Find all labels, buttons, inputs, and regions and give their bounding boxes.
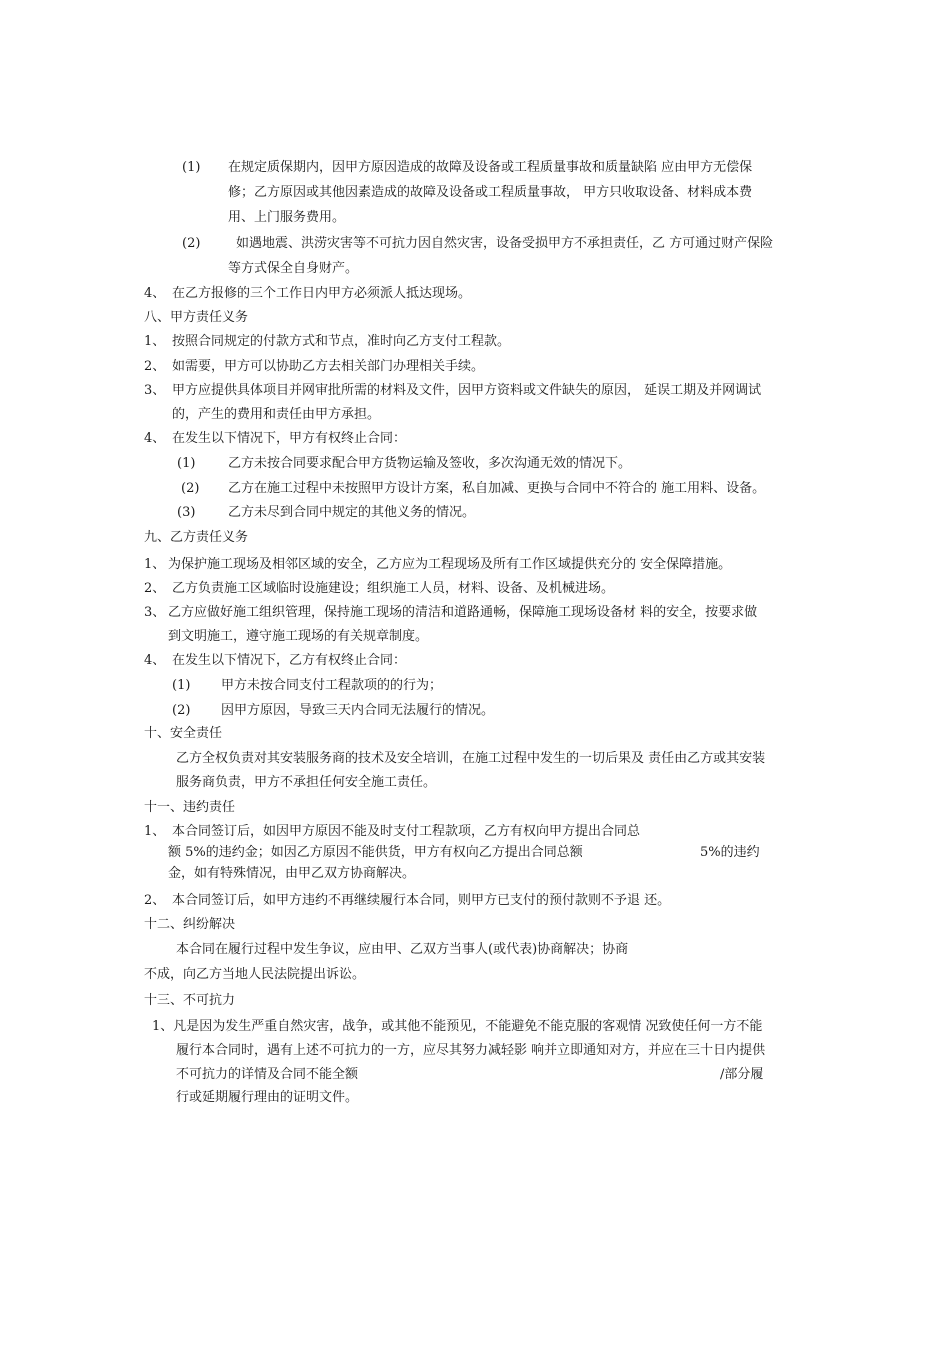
item-number: 1、 [144,334,166,349]
paragraph-line: 在发生以下情况下，乙方有权终止合同： [172,653,407,668]
item-number: 2、 [144,359,166,374]
item-number: 1、 [144,824,166,839]
paragraph-line: 不成，向乙方当地人民法院提出诉讼。 [144,967,366,982]
paragraph-line: 在发生以下情况下，甲方有权终止合同： [172,431,407,446]
section-heading: 九、乙方责任义务 [144,530,249,545]
paragraph-line: 1、凡是因为发生严重自然灾害，战争，或其他不能预见，不能避免不能克服的客观情 况致使任何一方不能 [152,1019,763,1034]
item-number: (1) [172,678,191,693]
item-number: 3、 [144,383,166,398]
paragraph-line: 甲方应提供具体项目并网审批所需的材料及文件，因甲方资料或文件缺失的原因， 延误工期及并网调试 [172,383,762,398]
paragraph-line: 不可抗力的详情及合同不能全额 [176,1067,359,1082]
paragraph-line: 乙方未尽到合同中规定的其他义务的情况。 [228,505,476,520]
paragraph-line: 甲方未按合同支付工程款项的的行为； [221,678,443,693]
paragraph-line: /部分履 [720,1067,764,1082]
section-heading: 十、安全责任 [144,726,223,741]
paragraph-line: 本合同签订后，如因甲方原因不能及时支付工程款项，乙方有权向甲方提出合同总 [172,824,641,839]
item-number: 4、 [144,431,166,446]
item-number: 2、 [144,893,166,908]
section-heading: 十二、纠纷解决 [144,917,236,932]
paragraph-line: 如遇地震、洪涝灾害等不可抗力因自然灾害，设备受损甲方不承担责任，乙 方可通过财产保险 [236,236,774,251]
paragraph-line: 行或延期履行理由的证明文件。 [176,1090,359,1105]
item-number: (1) [177,456,196,471]
paragraph-line: 在规定质保期内，因甲方原因造成的故障及设备或工程质量事故和质量缺陷 应由甲方无偿保 [228,160,753,175]
item-number: (2) [172,703,191,718]
paragraph-line: 5%的违约 [700,845,760,860]
paragraph-line: 为保护施工现场及相邻区域的安全，乙方应为工程现场及所有工作区域提供充分的 安全保障措施。 [168,557,732,572]
paragraph-line: 到文明施工，遵守施工现场的有关规章制度。 [168,629,429,644]
paragraph-line: 金，如有特殊情况，由甲乙双方协商解决。 [168,866,416,881]
paragraph-line: 乙方全权负责对其安装服务商的技术及安全培训，在施工过程中发生的一切后果及 责任由乙方或其安装 [176,751,766,766]
section-heading: 八、甲方责任义务 [144,310,249,325]
paragraph-line: 乙方在施工过程中未按照甲方设计方案，私自加减、更换与合同中不符合的 施工用料、设备。 [228,481,766,496]
item-number: (2) [182,236,201,251]
item-number: 2、 [144,581,166,596]
item-number: (2) [181,481,200,496]
paragraph-line: 的，产生的费用和责任由甲方承担。 [172,407,381,422]
paragraph-line: 等方式保全自身财产。 [228,261,359,276]
item-number: 3、 [144,605,166,620]
paragraph-line: 本合同在履行过程中发生争议，应由甲、乙双方当事人(或代表)协商解决；协商 [176,942,629,957]
item-number: 4、 [144,653,166,668]
paragraph-line: 如需要，甲方可以协助乙方去相关部门办理相关手续。 [172,359,485,374]
paragraph-line: 乙方应做好施工组织管理，保持施工现场的清洁和道路通畅，保障施工现场设备材 料的安全，按要求做 [168,605,758,620]
paragraph-line: 用、上门服务费用。 [228,210,346,225]
section-heading: 十一、违约责任 [144,800,236,815]
item-number: 1、 [144,557,166,572]
item-number: (1) [182,160,201,175]
item-number: 4、 [144,286,166,301]
paragraph-line: 服务商负责，甲方不承担任何安全施工责任。 [176,775,437,790]
paragraph-line: 因甲方原因，导致三天内合同无法履行的情况。 [221,703,495,718]
paragraph-line: 履行本合同时，遇有上述不可抗力的一方，应尽其努力减轻影 响并立即通知对方，并应在三十日内提供 [176,1043,766,1058]
paragraph-line: 在乙方报修的三个工作日内甲方必须派人抵达现场。 [172,286,472,301]
item-number: (3) [177,505,196,520]
paragraph-line: 额 5%的违约金；如因乙方原因不能供货，甲方有权向乙方提出合同总额 [168,845,583,860]
paragraph-line: 按照合同规定的付款方式和节点，准时向乙方支付工程款。 [172,334,511,349]
section-heading: 十三、不可抗力 [144,993,236,1008]
paragraph-line: 本合同签订后，如甲方违约不再继续履行本合同，则甲方已支付的预付款则不予退 还。 [172,893,671,908]
paragraph-line: 乙方未按合同要求配合甲方货物运输及签收，多次沟通无效的情况下。 [228,456,632,471]
paragraph-line: 乙方负责施工区域临时设施建设；组织施工人员，材料、设备、及机械进场。 [172,581,615,596]
paragraph-line: 修；乙方原因或其他因素造成的故障及设备或工程质量事故， 甲方只收取设备、材料成本费 [228,185,753,200]
